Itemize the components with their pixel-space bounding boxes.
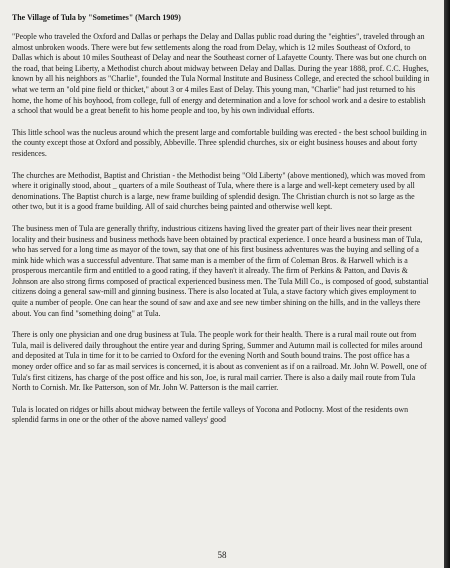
paragraph-school: This little school was the nucleus around which the present large and comfortable building was erected - the best school building in the county except those at Oxford and possibly, Abbeville. Three splendid churches, six or eight business houses and about forty residences. [12,127,427,158]
paragraph-churches: The churches are Methodist, Baptist and Christian - the Methodist being "Old Liberty" (above mentioned), which was moved from where it originally stood, about _ quarters of a mile Southeast of Tula, where there is a large and well-kept cemetery used by all denominations. The Baptist church is a large, new frame building of splendid design. The Christian church is not so large as the other two, but it is a good frame building. All of said churches being painted and otherwise well kept. [12,170,426,212]
page-number: 58 [217,550,227,560]
page-edge-shadow [444,0,450,568]
paragraph-intro: "People who traveled the Oxford and Dallas or perhaps the Delay and Dallas public road during the "eighties", traveled through an almost unbroken woods. There were but few settlements along the road from Delay, which is 12 miles Southeast of Oxford, to Dallas which is about 10 miles Southeast of Delay and near the Southeast corner of Lafayette County. There was but one church on the road, that being Liberty, a Methodist church about midway between Delay and Dallas. During the year 1888, prof. C.C. Hughes, known by all his neighbors as "Charlie", founded the Tula Normal Institute and Business College, and erected the school building in what we term an "old pine field or thicket," about 3 or 4 miles East of Delay. This young man, "Charlie" had just returned to his home, the home of his boyhood, from college, full of energy and determination and a love for school work and a desire to establish a school that would be a great benefit to his home people and too, by his own individual efforts. [12,32,430,116]
paragraph-business: The business men of Tula are generally thrifty, industrious citizens having lived the greater part of their lives near their present locality and their business and business methods have been obtained by practical experience. I once heard a business man of Tula, who has served for a long time as mayor of the town, say that one of his first business adventures was the buying and selling of a mink hide which was a successful adventure. That same man is a member of the firm of Coleman Bros. & Harwell which is a prosperous mercantile firm and entitled to a good rating, if they haven't it already. The firm of Perkins & Patton, and Davis & Johnson are also strong firms composed of practical experienced business men. The Tula Mill Co., is composed of good, substantial citizens doing a general saw-mill and ginning business. There is also located at Tula, a stave factory which gives employment to quite a number of people. One can hear the sound of saw and axe and see new timber shining on the hills, and in the valleys there about. You can find "something doing" at Tula. [12,223,429,318]
paragraph-mail: There is only one physician and one drug business at Tula. The people work for their health. There is a rural mail route out from Tula, mail is delivered daily throughout the entire year and during Spring, Summer and Autumn mail is collected for miles around and deposited at Tula in time for it to be carried to Oxford for the evening North and South bound trains. The post office has a money order office and so far as mail services is concerned, it is about as convenient as if on a railroad. Mr. John W. Powell, one of Tula's first citizens, has charge of the post office and his son, Joe, is rural mail carrier. There is also a daily mail route from Tula North to Cornish. Mr. Ike Patterson, son of Mr. John W. Patterson is the mail carrier. [12,330,427,393]
document-title: The Village of Tula by "Sometimes" (March 1909) [12,13,181,22]
paragraph-location: Tula is located on ridges or hills about midway between the fertile valleys of Yocona and Potlocny. Most of the residents own splendid farms in one or the other of the above named valleys' good [12,404,409,425]
